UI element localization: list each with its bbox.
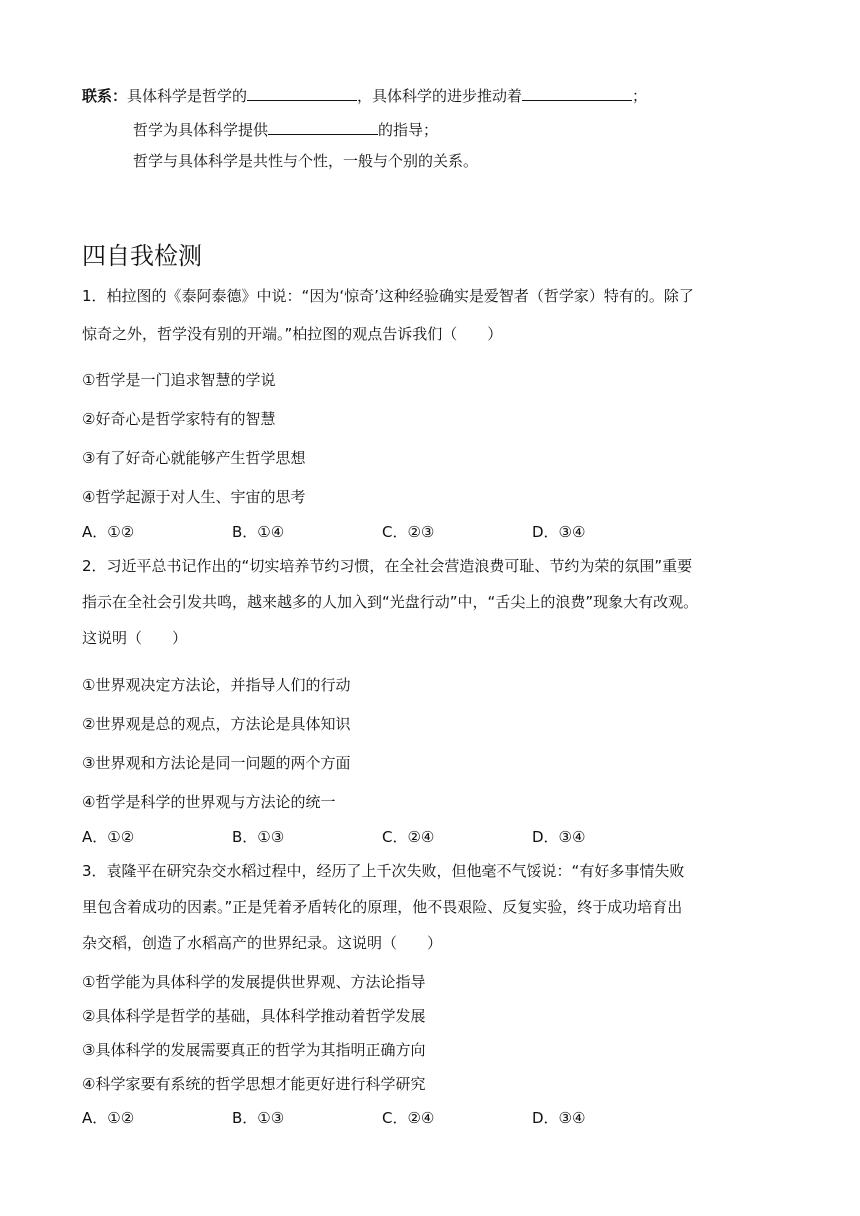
link-label: 联系： [82, 87, 128, 105]
q1-statement-3: ③有了好奇心就能够产生哲学思想 [82, 449, 306, 467]
q2-stem-line-1: 2．习近平总书记作出的“切实培养节约习惯，在全社会营造浪费可耻、节约为荣的氛围”重要 [82, 557, 693, 575]
q3-option-c[interactable]: C．②④ [382, 1109, 435, 1127]
q3-option-a[interactable]: A．①② [82, 1109, 135, 1127]
q2-option-d[interactable]: D．③④ [532, 828, 586, 846]
q1-stem-line-1: 1．柏拉图的《泰阿泰德》中说：“因为‘惊奇’这种经验确实是爱智者（哲学家）特有的。除了 [82, 287, 694, 305]
q1-option-a[interactable]: A．①② [82, 523, 135, 541]
q1-option-d[interactable]: D．③④ [532, 523, 586, 541]
q3-stem-line-1: 3．袁隆平在研究杂交水稻过程中，经历了上千次失败，但他毫不气馁说：“有好多事情失败 [82, 862, 685, 880]
q2-option-b[interactable]: B．①③ [232, 828, 285, 846]
section-title: 四自我检测 [82, 242, 202, 270]
q1-option-c[interactable]: C．②③ [382, 523, 435, 541]
q1-option-b[interactable]: B．①④ [232, 523, 285, 541]
link-text-1a: 具体科学是哲学的 [127, 87, 248, 105]
q2-option-c[interactable]: C．②④ [382, 828, 435, 846]
q3-statement-4: ④科学家要有系统的哲学思想才能更好进行科学研究 [82, 1075, 426, 1093]
q2-statement-1: ①世界观决定方法论，并指导人们的行动 [82, 676, 351, 694]
q1-statement-4: ④哲学起源于对人生、宇宙的思考 [82, 488, 306, 506]
q1-stem-line-2: 惊奇之外，哲学没有别的开端。”柏拉图的观点告诉我们（ ） [82, 325, 503, 343]
q2-stem-line-3: 这说明（ ） [82, 629, 188, 647]
q3-option-b[interactable]: B．①③ [232, 1109, 285, 1127]
q2-statement-3: ③世界观和方法论是同一问题的两个方面 [82, 754, 351, 772]
q2-statement-2: ②世界观是总的观点，方法论是具体知识 [82, 715, 351, 733]
link-line-3: 哲学与具体科学是共性与个性，一般与个别的关系。 [133, 152, 479, 170]
fill-blank-1[interactable] [247, 84, 357, 101]
link-text-2b: 的指导； [378, 121, 439, 139]
link-line-1 [82, 84, 647, 106]
q1-statement-1: ①哲学是一门追求智慧的学说 [82, 371, 276, 389]
q2-option-a[interactable]: A．①② [82, 828, 135, 846]
link-text-2a: 哲学为具体科学提供 [133, 121, 269, 139]
link-text-1b: ，具体科学的进步推动着 [357, 87, 523, 105]
q3-option-d[interactable]: D．③④ [532, 1109, 586, 1127]
q3-stem-line-3: 杂交稻，创造了水稻高产的世界纪录。这说明（ ） [82, 934, 443, 952]
q2-statement-4: ④哲学是科学的世界观与方法论的统一 [82, 793, 336, 811]
link-line-2 [133, 118, 438, 140]
q3-statement-1: ①哲学能为具体科学的发展提供世界观、方法论指导 [82, 973, 426, 991]
q3-statement-3: ③具体科学的发展需要真正的哲学为其指明正确方向 [82, 1041, 426, 1059]
fill-blank-2[interactable] [522, 84, 632, 101]
q3-statement-2: ②具体科学是哲学的基础，具体科学推动着哲学发展 [82, 1007, 426, 1025]
q1-statement-2: ②好奇心是哲学家特有的智慧 [82, 410, 276, 428]
q2-stem-line-2: 指示在全社会引发共鸣，越来越多的人加入到“光盘行动”中，“舌尖上的浪费”现象大有改观。 [82, 593, 699, 611]
link-text-1c: ； [632, 87, 648, 105]
fill-blank-3[interactable] [268, 118, 378, 135]
q3-stem-line-2: 里包含着成功的因素。”正是凭着矛盾转化的原理，他不畏艰险、反复实验，终于成功培育出 [82, 898, 683, 916]
